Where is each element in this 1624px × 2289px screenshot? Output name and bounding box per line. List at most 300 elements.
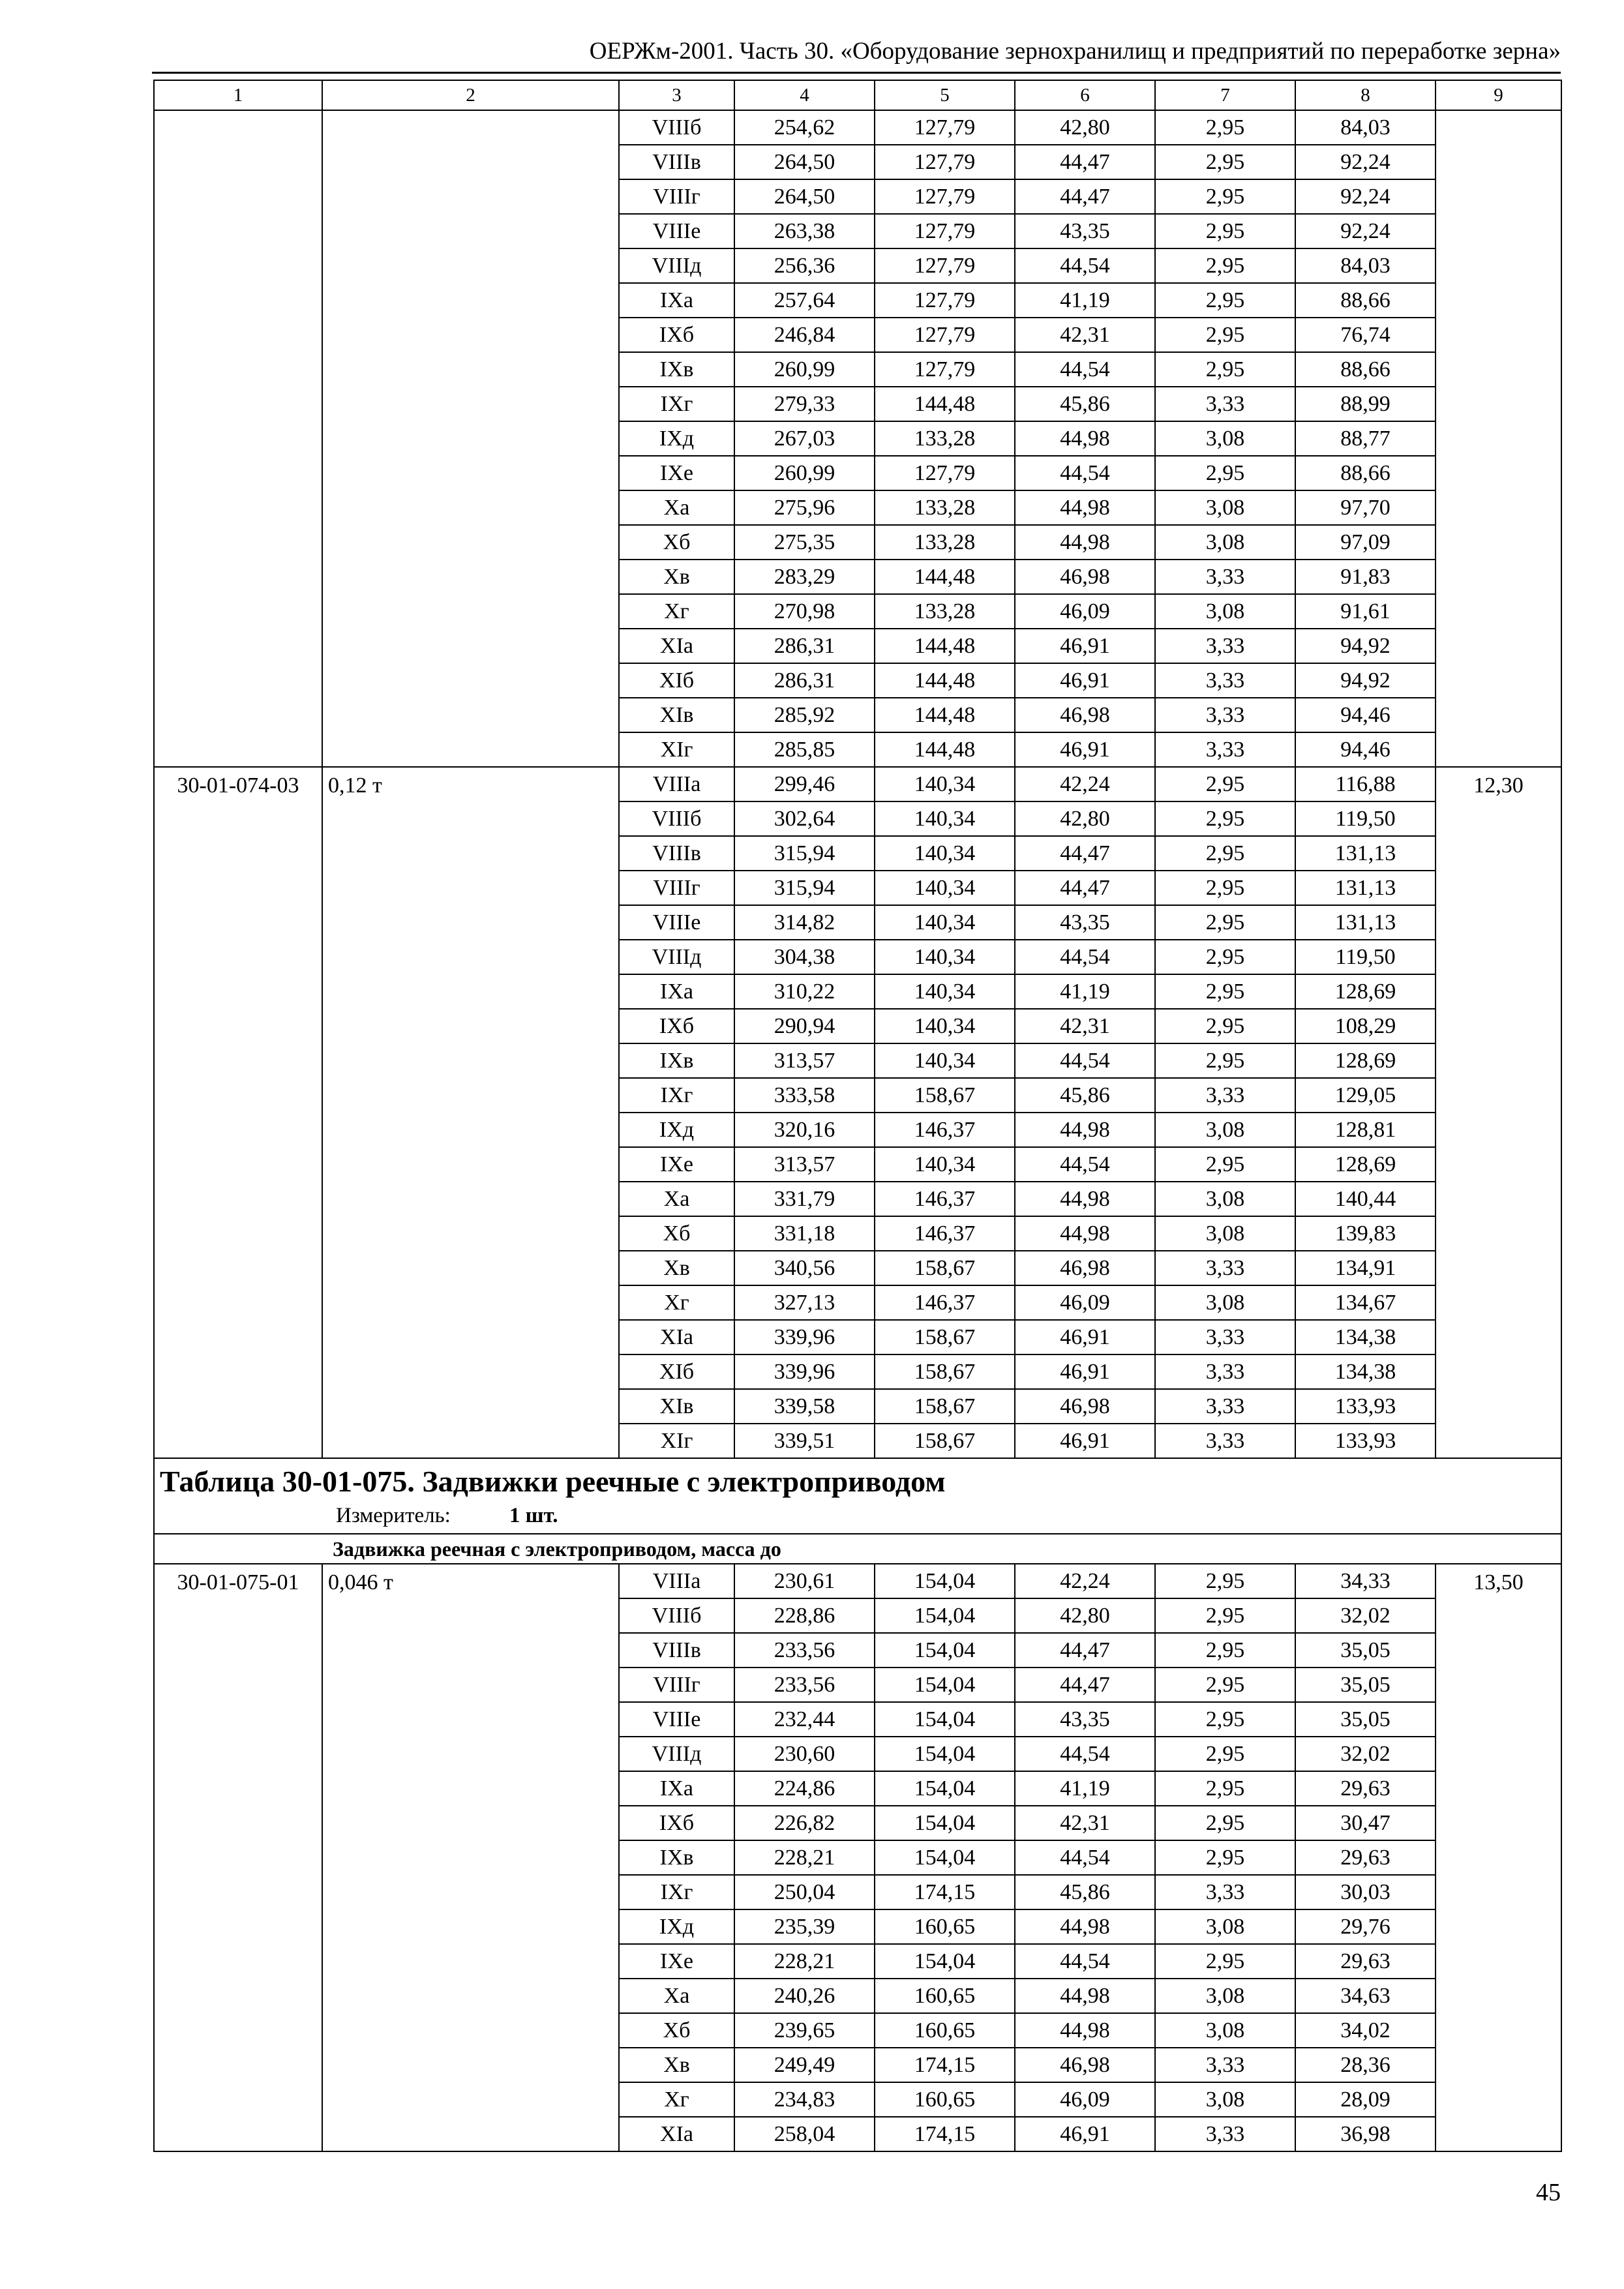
region-cell: VIIIб (619, 1598, 734, 1633)
value-cell: 44,47 (1015, 1668, 1155, 1702)
value-cell: 44,98 (1015, 525, 1155, 560)
value-cell: 129,05 (1295, 1078, 1436, 1113)
region-cell: Xг (619, 594, 734, 629)
region-cell: IXа (619, 974, 734, 1009)
value-cell: 2,95 (1155, 1806, 1295, 1840)
value-cell: 2,95 (1155, 767, 1295, 801)
position-code-cell (154, 110, 322, 767)
region-cell: VIIIв (619, 1633, 734, 1668)
value-cell: 3,08 (1155, 1285, 1295, 1320)
value-cell: 146,37 (875, 1113, 1015, 1147)
value-cell: 131,13 (1295, 905, 1436, 940)
value-cell: 140,44 (1295, 1182, 1436, 1216)
value-cell: 2,95 (1155, 1598, 1295, 1633)
value-cell: 2,95 (1155, 283, 1295, 318)
value-cell: 302,64 (734, 801, 875, 836)
value-cell: 3,08 (1155, 1216, 1295, 1251)
value-cell: 46,91 (1015, 2117, 1155, 2151)
region-cell: IXг (619, 1078, 734, 1113)
value-cell: 154,04 (875, 1598, 1015, 1633)
region-cell: Xг (619, 2082, 734, 2117)
value-cell: 275,96 (734, 490, 875, 525)
column-number: 4 (734, 80, 875, 110)
region-cell: VIIIд (619, 1737, 734, 1771)
value-cell: 267,03 (734, 421, 875, 456)
value-cell: 144,48 (875, 663, 1015, 698)
value-cell: 127,79 (875, 318, 1015, 352)
value-cell: 3,08 (1155, 1182, 1295, 1216)
value-cell: 299,46 (734, 767, 875, 801)
region-cell: VIIIд (619, 940, 734, 974)
value-cell: 154,04 (875, 1840, 1015, 1875)
value-cell: 283,29 (734, 560, 875, 594)
value-cell: 315,94 (734, 836, 875, 871)
value-cell: 134,38 (1295, 1354, 1436, 1389)
region-cell: Xа (619, 490, 734, 525)
region-cell: IXб (619, 1009, 734, 1043)
value-cell: 313,57 (734, 1147, 875, 1182)
value-cell: 140,34 (875, 1043, 1015, 1078)
value-cell: 254,62 (734, 110, 875, 145)
value-cell: 340,56 (734, 1251, 875, 1285)
value-cell: 46,91 (1015, 1320, 1155, 1354)
region-cell: Xа (619, 1182, 734, 1216)
region-cell: XIб (619, 663, 734, 698)
value-cell: 3,33 (1155, 1320, 1295, 1354)
region-cell: IXб (619, 318, 734, 352)
value-cell: 127,79 (875, 248, 1015, 283)
value-cell: 3,33 (1155, 629, 1295, 663)
value-cell: 76,74 (1295, 318, 1436, 352)
value-cell: 140,34 (875, 1147, 1015, 1182)
region-cell: Xб (619, 2013, 734, 2048)
region-cell: XIб (619, 1354, 734, 1389)
value-cell: 35,05 (1295, 1633, 1436, 1668)
value-cell: 44,47 (1015, 179, 1155, 214)
value-cell: 339,96 (734, 1354, 875, 1389)
value-cell: 35,05 (1295, 1668, 1436, 1702)
value-cell: 46,98 (1015, 2048, 1155, 2082)
region-cell: Xа (619, 1979, 734, 2013)
value-cell: 174,15 (875, 2048, 1015, 2082)
value-cell: 42,80 (1015, 1598, 1155, 1633)
value-cell: 140,34 (875, 871, 1015, 905)
column-number: 6 (1015, 80, 1155, 110)
value-cell: 127,79 (875, 352, 1015, 387)
value-cell: 44,47 (1015, 145, 1155, 179)
value-cell: 327,13 (734, 1285, 875, 1320)
value-cell: 158,67 (875, 1320, 1015, 1354)
value-cell: 158,67 (875, 1424, 1015, 1458)
value-cell: 29,63 (1295, 1944, 1436, 1979)
value-cell: 3,33 (1155, 698, 1295, 732)
value-cell: 45,86 (1015, 1078, 1155, 1113)
value-cell: 263,38 (734, 214, 875, 248)
value-cell: 94,46 (1295, 732, 1436, 767)
mass-cell: 0,046 т (322, 1564, 619, 2151)
value-cell: 46,98 (1015, 1389, 1155, 1424)
region-cell: VIIIв (619, 836, 734, 871)
value-cell: 240,26 (734, 1979, 875, 2013)
region-cell: XIг (619, 1424, 734, 1458)
page-header-title: ОЕРЖм-2001. Часть 30. «Оборудование зернохранилищ и предприятий по переработке зерна» (589, 38, 1561, 65)
value-cell: 44,54 (1015, 352, 1155, 387)
value-cell: 146,37 (875, 1285, 1015, 1320)
value-cell: 3,08 (1155, 2013, 1295, 2048)
value-cell: 134,38 (1295, 1320, 1436, 1354)
value-cell: 2,95 (1155, 179, 1295, 214)
table-row (154, 767, 1561, 801)
header-rule (152, 72, 1561, 74)
value-cell: 256,36 (734, 248, 875, 283)
value-cell: 127,79 (875, 145, 1015, 179)
value-cell: 128,69 (1295, 1043, 1436, 1078)
position-code-cell: 30-01-075-01 (154, 1564, 322, 2151)
value-cell: 3,08 (1155, 490, 1295, 525)
value-cell: 285,85 (734, 732, 875, 767)
value-cell: 36,98 (1295, 2117, 1436, 2151)
region-cell: IXд (619, 1909, 734, 1944)
region-cell: IXв (619, 1840, 734, 1875)
value-cell: 92,24 (1295, 179, 1436, 214)
subheading-cell: Задвижка реечная с электроприводом, масса до (154, 1534, 1561, 1564)
value-cell: 160,65 (875, 2013, 1015, 2048)
value-cell: 2,95 (1155, 1944, 1295, 1979)
value-cell: 154,04 (875, 1702, 1015, 1737)
region-cell: Xг (619, 1285, 734, 1320)
value-cell: 140,34 (875, 767, 1015, 801)
value-cell: 2,95 (1155, 1043, 1295, 1078)
subheading-row (154, 1534, 1561, 1564)
value-cell: 133,93 (1295, 1389, 1436, 1424)
value-cell: 45,86 (1015, 1875, 1155, 1909)
value-cell: 46,98 (1015, 698, 1155, 732)
value-cell: 2,95 (1155, 1564, 1295, 1598)
value-cell: 154,04 (875, 1737, 1015, 1771)
value-cell: 108,29 (1295, 1009, 1436, 1043)
value-cell: 3,33 (1155, 1354, 1295, 1389)
value-cell: 127,79 (875, 214, 1015, 248)
value-cell: 2,95 (1155, 1668, 1295, 1702)
region-cell: IXа (619, 1771, 734, 1806)
price-table-body (154, 80, 1561, 2151)
value-cell: 224,86 (734, 1771, 875, 1806)
value-cell: 230,61 (734, 1564, 875, 1598)
value-cell: 30,47 (1295, 1806, 1436, 1840)
value-cell: 35,05 (1295, 1702, 1436, 1737)
value-cell: 234,83 (734, 2082, 875, 2117)
value-cell: 44,54 (1015, 1840, 1155, 1875)
value-cell: 154,04 (875, 1564, 1015, 1598)
value-cell: 44,54 (1015, 1043, 1155, 1078)
value-cell: 2,95 (1155, 214, 1295, 248)
value-cell: 144,48 (875, 560, 1015, 594)
value-cell: 3,33 (1155, 560, 1295, 594)
region-cell: Xб (619, 525, 734, 560)
value-cell: 158,67 (875, 1078, 1015, 1113)
region-cell: IXа (619, 283, 734, 318)
table-title-row (154, 1458, 1561, 1534)
table-title-cell (154, 1458, 1561, 1534)
price-table (153, 80, 1562, 2152)
column-number: 5 (875, 80, 1015, 110)
value-cell: 315,94 (734, 871, 875, 905)
value-cell: 339,96 (734, 1320, 875, 1354)
table-title: Таблица 30-01-075. Задвижки реечные с электроприводом (160, 1465, 946, 1498)
mass-cell (322, 110, 619, 767)
installation-price-cell (1436, 110, 1561, 767)
column-number: 3 (619, 80, 734, 110)
value-cell: 246,84 (734, 318, 875, 352)
region-cell: VIIIе (619, 214, 734, 248)
value-cell: 3,33 (1155, 1424, 1295, 1458)
region-cell: IXд (619, 1113, 734, 1147)
value-cell: 2,95 (1155, 248, 1295, 283)
value-cell: 290,94 (734, 1009, 875, 1043)
value-cell: 42,31 (1015, 318, 1155, 352)
meter-line (160, 1502, 1556, 1529)
mass-cell: 0,12 т (322, 767, 619, 1458)
value-cell: 91,61 (1295, 594, 1436, 629)
value-cell: 127,79 (875, 179, 1015, 214)
value-cell: 97,09 (1295, 525, 1436, 560)
value-cell: 154,04 (875, 1668, 1015, 1702)
value-cell: 43,35 (1015, 214, 1155, 248)
value-cell: 2,95 (1155, 1702, 1295, 1737)
region-cell: XIг (619, 732, 734, 767)
value-cell: 84,03 (1295, 248, 1436, 283)
value-cell: 2,95 (1155, 1737, 1295, 1771)
value-cell: 133,93 (1295, 1424, 1436, 1458)
value-cell: 133,28 (875, 490, 1015, 525)
region-cell: IXд (619, 421, 734, 456)
value-cell: 44,47 (1015, 1633, 1155, 1668)
value-cell: 228,21 (734, 1944, 875, 1979)
value-cell: 249,49 (734, 2048, 875, 2082)
value-cell: 3,08 (1155, 1979, 1295, 2013)
value-cell: 46,91 (1015, 629, 1155, 663)
value-cell: 2,95 (1155, 871, 1295, 905)
region-cell: VIIIг (619, 1668, 734, 1702)
value-cell: 128,81 (1295, 1113, 1436, 1147)
value-cell: 2,95 (1155, 1771, 1295, 1806)
region-cell: IXе (619, 1944, 734, 1979)
value-cell: 44,98 (1015, 1216, 1155, 1251)
value-cell: 119,50 (1295, 801, 1436, 836)
value-cell: 2,95 (1155, 940, 1295, 974)
region-cell: VIIIе (619, 905, 734, 940)
value-cell: 3,33 (1155, 1875, 1295, 1909)
value-cell: 44,54 (1015, 1737, 1155, 1771)
value-cell: 44,54 (1015, 1147, 1155, 1182)
region-cell: Xб (619, 1216, 734, 1251)
region-cell: VIIIа (619, 1564, 734, 1598)
value-cell: 139,83 (1295, 1216, 1436, 1251)
value-cell: 3,08 (1155, 2082, 1295, 2117)
value-cell: 3,33 (1155, 732, 1295, 767)
value-cell: 44,98 (1015, 2013, 1155, 2048)
value-cell: 260,99 (734, 456, 875, 490)
value-cell: 29,63 (1295, 1840, 1436, 1875)
value-cell: 34,33 (1295, 1564, 1436, 1598)
value-cell: 29,76 (1295, 1909, 1436, 1944)
value-cell: 160,65 (875, 1979, 1015, 2013)
value-cell: 174,15 (875, 2117, 1015, 2151)
value-cell: 235,39 (734, 1909, 875, 1944)
value-cell: 46,91 (1015, 732, 1155, 767)
value-cell: 42,80 (1015, 110, 1155, 145)
value-cell: 279,33 (734, 387, 875, 421)
value-cell: 264,50 (734, 145, 875, 179)
region-cell: XIа (619, 629, 734, 663)
value-cell: 144,48 (875, 629, 1015, 663)
value-cell: 154,04 (875, 1806, 1015, 1840)
value-cell: 44,54 (1015, 1944, 1155, 1979)
value-cell: 3,33 (1155, 1389, 1295, 1424)
value-cell: 88,99 (1295, 387, 1436, 421)
value-cell: 2,95 (1155, 1009, 1295, 1043)
value-cell: 2,95 (1155, 1633, 1295, 1668)
column-number: 8 (1295, 80, 1436, 110)
installation-price-cell: 13,50 (1436, 1564, 1561, 2151)
value-cell: 2,95 (1155, 110, 1295, 145)
value-cell: 92,24 (1295, 214, 1436, 248)
value-cell: 41,19 (1015, 974, 1155, 1009)
value-cell: 119,50 (1295, 940, 1436, 974)
value-cell: 333,58 (734, 1078, 875, 1113)
region-cell: VIIIе (619, 1702, 734, 1737)
value-cell: 154,04 (875, 1944, 1015, 1979)
value-cell: 88,77 (1295, 421, 1436, 456)
value-cell: 2,95 (1155, 318, 1295, 352)
value-cell: 94,92 (1295, 663, 1436, 698)
value-cell: 46,09 (1015, 1285, 1155, 1320)
value-cell: 230,60 (734, 1737, 875, 1771)
value-cell: 310,22 (734, 974, 875, 1009)
value-cell: 286,31 (734, 663, 875, 698)
value-cell: 44,54 (1015, 456, 1155, 490)
value-cell: 42,31 (1015, 1009, 1155, 1043)
column-number: 7 (1155, 80, 1295, 110)
value-cell: 127,79 (875, 456, 1015, 490)
position-code-cell: 30-01-074-03 (154, 767, 322, 1458)
value-cell: 44,98 (1015, 1979, 1155, 2013)
value-cell: 331,18 (734, 1216, 875, 1251)
value-cell: 88,66 (1295, 283, 1436, 318)
region-cell: Xв (619, 560, 734, 594)
value-cell: 127,79 (875, 110, 1015, 145)
value-cell: 270,98 (734, 594, 875, 629)
value-cell: 133,28 (875, 525, 1015, 560)
region-cell: VIIIа (619, 767, 734, 801)
value-cell: 140,34 (875, 1009, 1015, 1043)
region-cell: XIа (619, 2117, 734, 2151)
value-cell: 260,99 (734, 352, 875, 387)
value-cell: 45,86 (1015, 387, 1155, 421)
value-cell: 88,66 (1295, 352, 1436, 387)
value-cell: 174,15 (875, 1875, 1015, 1909)
value-cell: 250,04 (734, 1875, 875, 1909)
value-cell: 3,33 (1155, 1251, 1295, 1285)
region-cell: VIIIб (619, 110, 734, 145)
value-cell: 320,16 (734, 1113, 875, 1147)
region-cell: VIIIв (619, 145, 734, 179)
value-cell: 144,48 (875, 387, 1015, 421)
value-cell: 34,63 (1295, 1979, 1436, 2013)
column-number: 2 (322, 80, 619, 110)
region-cell: IXв (619, 1043, 734, 1078)
value-cell: 160,65 (875, 2082, 1015, 2117)
value-cell: 140,34 (875, 801, 1015, 836)
value-cell: 44,98 (1015, 1909, 1155, 1944)
region-cell: VIIIд (619, 248, 734, 283)
region-cell: XIв (619, 698, 734, 732)
value-cell: 3,33 (1155, 1078, 1295, 1113)
value-cell: 44,98 (1015, 1182, 1155, 1216)
value-cell: 46,91 (1015, 663, 1155, 698)
region-cell: VIIIг (619, 871, 734, 905)
value-cell: 2,95 (1155, 905, 1295, 940)
value-cell: 258,04 (734, 2117, 875, 2151)
value-cell: 46,98 (1015, 1251, 1155, 1285)
table-row (154, 1564, 1561, 1598)
value-cell: 44,98 (1015, 1113, 1155, 1147)
value-cell: 43,35 (1015, 905, 1155, 940)
value-cell: 158,67 (875, 1354, 1015, 1389)
value-cell: 131,13 (1295, 871, 1436, 905)
value-cell: 88,66 (1295, 456, 1436, 490)
value-cell: 3,08 (1155, 1909, 1295, 1944)
value-cell: 3,08 (1155, 1113, 1295, 1147)
value-cell: 339,51 (734, 1424, 875, 1458)
value-cell: 44,98 (1015, 421, 1155, 456)
value-cell: 257,64 (734, 283, 875, 318)
value-cell: 331,79 (734, 1182, 875, 1216)
value-cell: 44,54 (1015, 940, 1155, 974)
region-cell: Xв (619, 2048, 734, 2082)
value-cell: 2,95 (1155, 1147, 1295, 1182)
value-cell: 144,48 (875, 698, 1015, 732)
value-cell: 41,19 (1015, 283, 1155, 318)
value-cell: 133,28 (875, 594, 1015, 629)
value-cell: 228,21 (734, 1840, 875, 1875)
value-cell: 233,56 (734, 1633, 875, 1668)
value-cell: 41,19 (1015, 1771, 1155, 1806)
value-cell: 3,08 (1155, 525, 1295, 560)
value-cell: 46,09 (1015, 594, 1155, 629)
value-cell: 30,03 (1295, 1875, 1436, 1909)
value-cell: 3,08 (1155, 421, 1295, 456)
value-cell: 42,24 (1015, 1564, 1155, 1598)
value-cell: 264,50 (734, 179, 875, 214)
value-cell: 42,80 (1015, 801, 1155, 836)
value-cell: 28,09 (1295, 2082, 1436, 2117)
value-cell: 3,08 (1155, 594, 1295, 629)
value-cell: 3,33 (1155, 2048, 1295, 2082)
value-cell: 233,56 (734, 1668, 875, 1702)
value-cell: 44,47 (1015, 871, 1155, 905)
value-cell: 127,79 (875, 283, 1015, 318)
value-cell: 46,09 (1015, 2082, 1155, 2117)
value-cell: 131,13 (1295, 836, 1436, 871)
value-cell: 92,24 (1295, 145, 1436, 179)
value-cell: 226,82 (734, 1806, 875, 1840)
table-row (154, 110, 1561, 145)
value-cell: 140,34 (875, 974, 1015, 1009)
region-cell: IXг (619, 1875, 734, 1909)
region-cell: IXе (619, 456, 734, 490)
value-cell: 146,37 (875, 1216, 1015, 1251)
